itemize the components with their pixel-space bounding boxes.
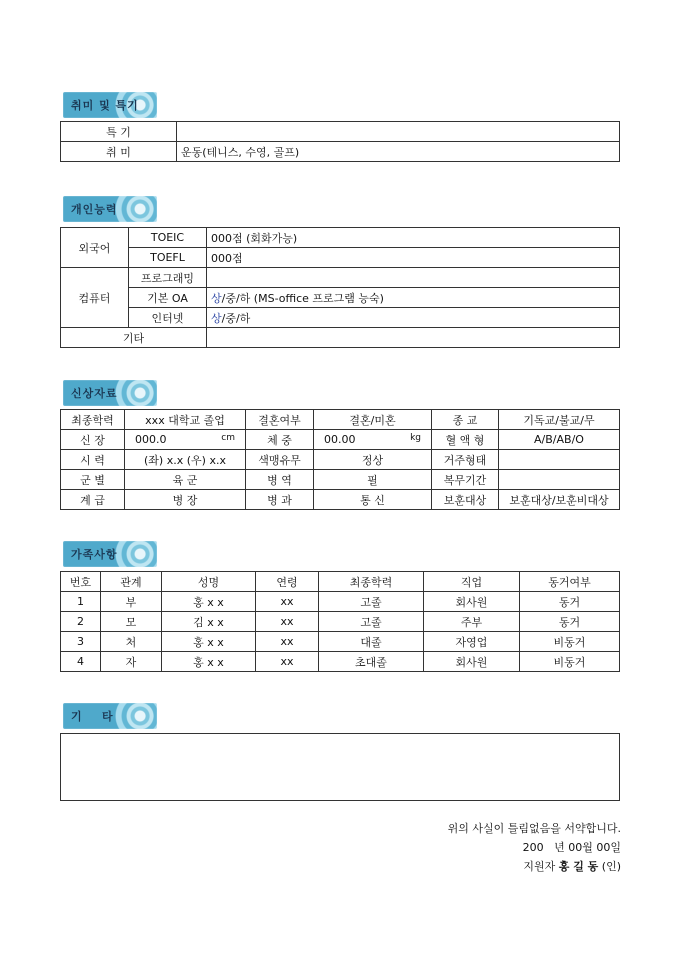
family-cell: 자 <box>101 652 162 672</box>
internet-level-rest: /중/하 <box>221 311 251 325</box>
table-row <box>61 288 620 308</box>
height-unit: cm <box>221 433 235 443</box>
section-badge-personal: 신상자료 <box>63 380 157 406</box>
family-cell: 처 <box>101 632 162 652</box>
weight-cell <box>314 430 432 450</box>
family-cell: 1 <box>61 592 101 612</box>
etc-value <box>207 328 620 348</box>
table-row <box>61 592 620 612</box>
family-cell: 고졸 <box>319 592 424 612</box>
family-cell: 4 <box>61 652 101 672</box>
family-cell: 3 <box>61 632 101 652</box>
applicant-label: 지원자 <box>523 860 556 873</box>
personal-cell: 병 과 <box>246 490 314 510</box>
family-cell: 대졸 <box>319 632 424 652</box>
personal-cell <box>499 450 620 470</box>
seal-text: (인) <box>601 860 621 873</box>
personal-cell: 육 군 <box>125 470 246 490</box>
toefl-label: TOEFL <box>129 248 207 268</box>
family-cell: 주부 <box>424 612 520 632</box>
family-cell: 김 x x <box>162 612 256 632</box>
personal-cell: 최종학력 <box>61 410 125 430</box>
table-header-row <box>61 572 620 592</box>
oa-value <box>207 288 620 308</box>
personal-cell: 혈 액 형 <box>432 430 499 450</box>
personal-cell: 거주형태 <box>432 450 499 470</box>
toefl-value: 000점 <box>207 248 620 268</box>
personal-cell: 종 교 <box>432 410 499 430</box>
family-cell: 부 <box>101 592 162 612</box>
family-cell: 홍 x x <box>162 652 256 672</box>
column-header: 연령 <box>256 572 319 592</box>
height-cell <box>125 430 246 450</box>
family-cell: 비동거 <box>520 632 620 652</box>
column-header: 동거여부 <box>520 572 620 592</box>
applicant-name: 홍 길 동 <box>558 860 599 873</box>
column-header: 직업 <box>424 572 520 592</box>
oa-level-rest: /중/하 (MS-office 프로그램 능숙) <box>221 291 384 305</box>
section-badge-ability: 개인능력 <box>63 196 157 222</box>
table-row <box>61 268 620 288</box>
personal-cell: 정상 <box>314 450 432 470</box>
section-badge-other: 기 타 <box>63 703 157 729</box>
personal-cell: 보훈대상/보훈비대상 <box>499 490 620 510</box>
other-notes-box <box>60 733 620 801</box>
hobby-label: 취 미 <box>61 142 177 162</box>
table-row <box>61 308 620 328</box>
personal-cell: 보훈대상 <box>432 490 499 510</box>
family-cell: 초대졸 <box>319 652 424 672</box>
oath-text: 위의 사실이 틀림없음을 서약합니다. <box>447 822 621 835</box>
family-cell: 자영업 <box>424 632 520 652</box>
column-header: 번호 <box>61 572 101 592</box>
computer-label: 컴퓨터 <box>61 268 129 328</box>
table-row <box>61 652 620 672</box>
special-label: 특 기 <box>61 122 177 142</box>
toeic-value: 000점 (회화가능) <box>207 228 620 248</box>
column-header: 관계 <box>101 572 162 592</box>
personal-cell: 시 력 <box>61 450 125 470</box>
personal-cell: 필 <box>314 470 432 490</box>
personal-cell: 색맹유무 <box>246 450 314 470</box>
personal-cell: 기독교/불교/무 <box>499 410 620 430</box>
weight-unit: kg <box>410 433 421 443</box>
personal-cell: 체 중 <box>246 430 314 450</box>
personal-cell: xxx 대학교 졸업 <box>125 410 246 430</box>
table-row <box>61 490 620 510</box>
personal-cell: 병 장 <box>125 490 246 510</box>
column-header: 성명 <box>162 572 256 592</box>
family-cell: 모 <box>101 612 162 632</box>
column-header: 최종학력 <box>319 572 424 592</box>
family-cell: 비동거 <box>520 652 620 672</box>
family-cell: xx <box>256 612 319 632</box>
personal-cell: (좌) x.x (우) x.x <box>125 450 246 470</box>
hobby-value: 운동(테니스, 수영, 골프) <box>177 142 620 162</box>
toeic-label: TOEIC <box>129 228 207 248</box>
weight-value: 00.00 <box>324 433 356 446</box>
personal-cell: 복무기간 <box>432 470 499 490</box>
table-row <box>61 470 620 490</box>
internet-level-high: 상 <box>211 311 222 325</box>
table-row <box>61 612 620 632</box>
personal-cell: 병 역 <box>246 470 314 490</box>
internet-value <box>207 308 620 328</box>
table-row <box>61 142 620 162</box>
table-row <box>61 632 620 652</box>
family-cell: xx <box>256 592 319 612</box>
personal-cell: A/B/AB/O <box>499 430 620 450</box>
table-row <box>61 228 620 248</box>
ability-table <box>60 227 620 348</box>
personal-cell: 결혼여부 <box>246 410 314 430</box>
family-cell: 홍 x x <box>162 632 256 652</box>
language-label: 외국어 <box>61 228 129 268</box>
etc-label: 기타 <box>61 328 207 348</box>
personal-cell: 통 신 <box>314 490 432 510</box>
table-row <box>61 450 620 470</box>
family-cell: xx <box>256 632 319 652</box>
personal-table <box>60 409 620 510</box>
table-row <box>61 430 620 450</box>
family-cell: 2 <box>61 612 101 632</box>
personal-cell: 결혼/미혼 <box>314 410 432 430</box>
family-cell: 동거 <box>520 592 620 612</box>
oa-label: 기본 OA <box>129 288 207 308</box>
table-row <box>61 410 620 430</box>
programming-label: 프로그래밍 <box>129 268 207 288</box>
family-cell: 홍 x x <box>162 592 256 612</box>
personal-cell: 군 별 <box>61 470 125 490</box>
hobby-table <box>60 121 620 162</box>
personal-cell: 계 급 <box>61 490 125 510</box>
programming-value <box>207 268 620 288</box>
family-cell: xx <box>256 652 319 672</box>
table-row <box>61 122 620 142</box>
table-row <box>61 248 620 268</box>
table-row <box>61 328 620 348</box>
section-badge-hobby: 취미 및 특기 <box>63 92 157 118</box>
oa-level-high: 상 <box>211 291 222 305</box>
family-cell: 회사원 <box>424 592 520 612</box>
signature-line <box>523 858 621 874</box>
family-cell: 고졸 <box>319 612 424 632</box>
family-cell: 회사원 <box>424 652 520 672</box>
personal-cell: 신 장 <box>61 430 125 450</box>
height-value: 000.0 <box>135 433 167 446</box>
special-value <box>177 122 620 142</box>
personal-cell <box>499 470 620 490</box>
family-table <box>60 571 620 672</box>
family-cell: 동거 <box>520 612 620 632</box>
date-text: 200 년 00월 00일 <box>522 841 621 854</box>
internet-label: 인터넷 <box>129 308 207 328</box>
section-badge-family: 가족사항 <box>63 541 157 567</box>
